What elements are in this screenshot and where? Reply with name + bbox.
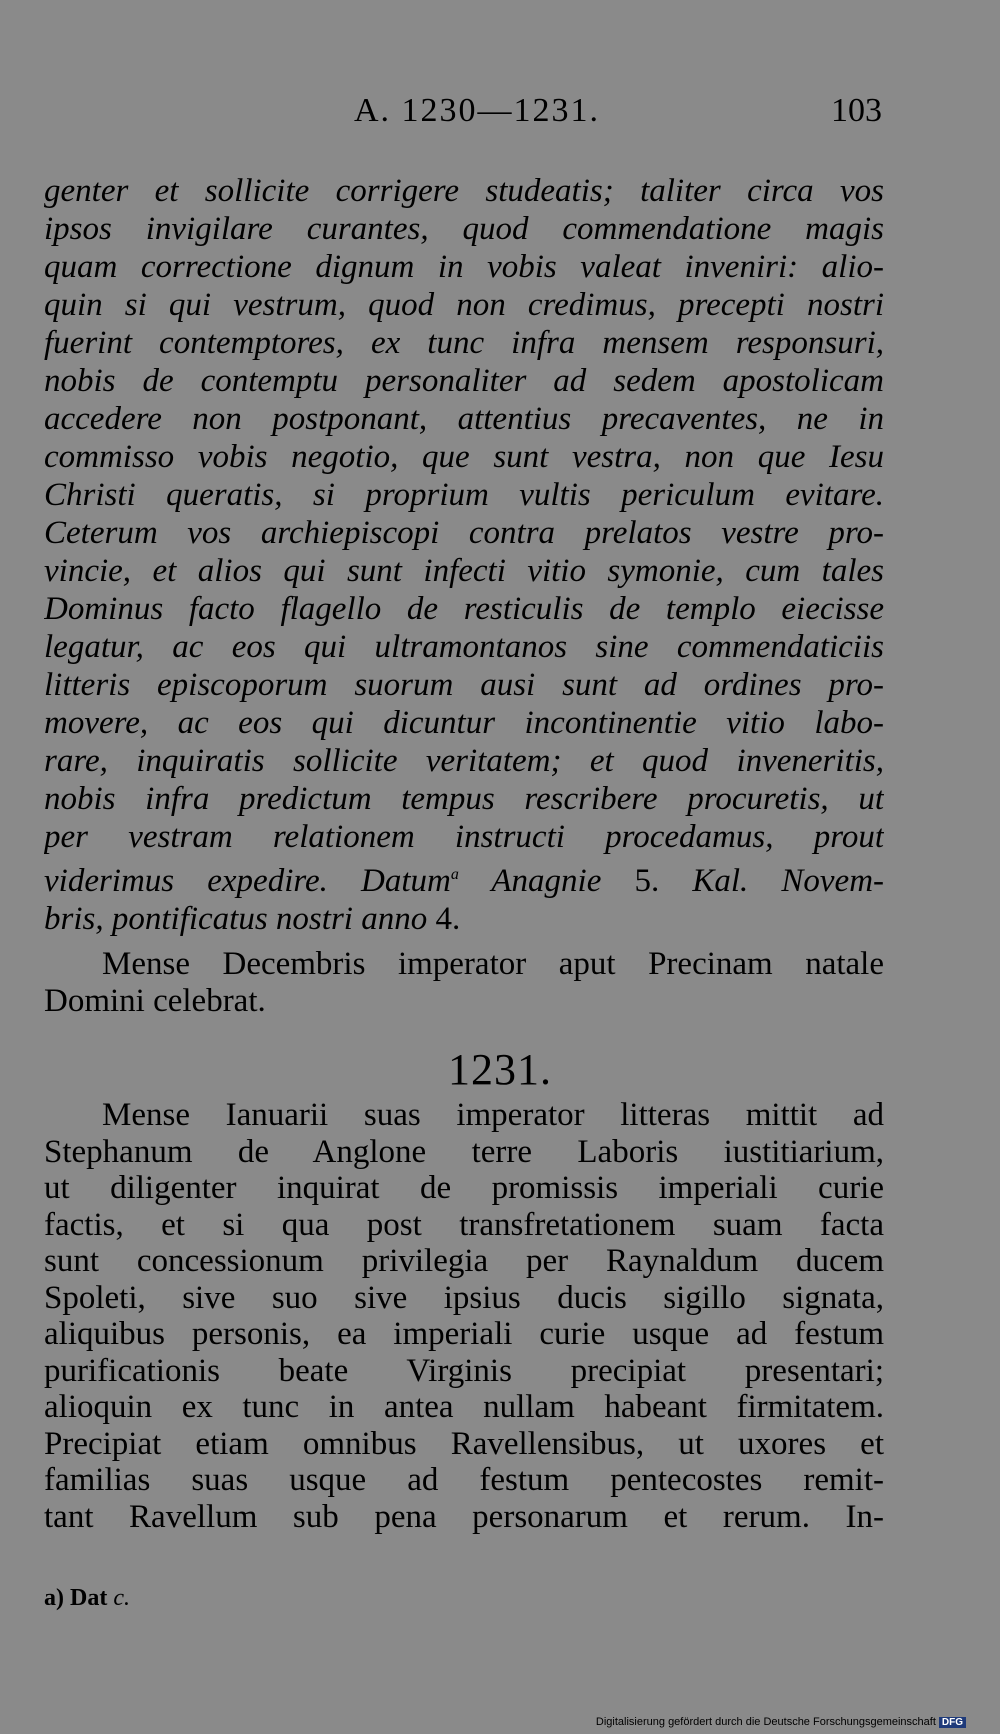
event-entry bbox=[44, 946, 884, 1020]
digitization-note: Digitalisierung gefördert durch die Deutsche Forschungsgemeinschaft bbox=[595, 1716, 936, 1728]
text-line: legatur, ac eos qui ultramontanos sine commendaticiis bbox=[44, 629, 884, 665]
text-line: Precipiat etiam omnibus Ravellensibus, ut uxores et bbox=[44, 1425, 884, 1462]
text-line: movere, ac eos qui dicuntur incontinentie vitio labo- bbox=[44, 705, 884, 741]
text-line: nobis de contemptu personaliter ad sedem apostolicam bbox=[44, 363, 884, 399]
text-line: Ceterum vos archiepiscopi contra prelatos vestre pro- bbox=[44, 515, 884, 551]
digitization-credit bbox=[596, 1716, 966, 1728]
text-line: familias suas usque ad festum pentecostes remit- bbox=[44, 1462, 884, 1498]
dfg-logo: DFG bbox=[939, 1717, 966, 1728]
text-line: aliquibus personis, ea imperiali curie usque ad festum bbox=[44, 1316, 884, 1352]
text-line: Stephanum de Anglone terre Laboris iustitiarium, bbox=[44, 1133, 884, 1170]
text-line: Dominus facto flagello de resticulis de templo eiecisse bbox=[44, 591, 884, 627]
running-head-title: A. 1230—1231. bbox=[354, 92, 601, 129]
last-text: bris, pontificatus nostri anno bbox=[44, 901, 428, 937]
main-paragraph bbox=[44, 1097, 884, 1535]
datum-text: viderimus expedire. Datum bbox=[44, 863, 451, 899]
text-line: Mense Decembris imperator aput Precinam natale bbox=[102, 946, 884, 982]
datum-month: Kal. Novem- bbox=[692, 863, 884, 899]
running-head bbox=[44, 92, 882, 136]
text-line: rare, inquiratis sollicite veritatem; et quod inveneritis, bbox=[44, 743, 884, 779]
text-line: ipsos invigilare curantes, quod commendatione magis bbox=[44, 211, 884, 247]
regnal-year: 4. bbox=[435, 901, 461, 937]
text-line: Spoleti, sive suo sive ipsius ducis sigillo signata, bbox=[44, 1279, 884, 1316]
letter-text bbox=[44, 172, 884, 938]
text-line: sunt concessionum privilegia per Raynaldum ducem bbox=[44, 1243, 884, 1279]
text-line: factis, et si qua post transfretationem suam facta bbox=[44, 1206, 884, 1243]
text-line: Mense Ianuarii suas imperator litteras mittit ad bbox=[102, 1097, 884, 1133]
page-number: 103 bbox=[831, 92, 882, 129]
text-line-last bbox=[44, 900, 884, 938]
text-line: Christi queratis, si proprium vultis periculum evitare. bbox=[44, 477, 884, 513]
text-line: alioquin ex tunc in antea nullam habeant firmitatem. bbox=[44, 1389, 884, 1425]
text-line: commisso vobis negotio, que sunt vestra, non que Iesu bbox=[44, 439, 884, 475]
text-line: purificationis beate Virginis precipiat presentari; bbox=[44, 1352, 884, 1389]
year-heading: 1231. bbox=[448, 1045, 552, 1094]
text-line: fuerint contemptores, ex tunc infra mensem responsuri, bbox=[44, 325, 884, 361]
text-line: litteris episcoporum suorum ausi sunt ad ordines pro- bbox=[44, 667, 884, 703]
text-line: tant Ravellum sub pena personarum et rerum. In- bbox=[44, 1498, 884, 1535]
text-line: per vestram relationem instructi procedamus, prout bbox=[44, 819, 884, 855]
text-line: accedere non postponant, attentius precaventes, ne in bbox=[44, 401, 884, 437]
text-line: vincie, et alios qui sunt infecti vitio symonie, cum tales bbox=[44, 553, 884, 589]
datum-day: 5. bbox=[634, 863, 660, 899]
footnote bbox=[44, 1585, 130, 1612]
footnote-text: Dat bbox=[70, 1585, 108, 1611]
text-line: ut diligenter inquirat de promissis imperiali curie bbox=[44, 1170, 884, 1206]
datum-place: Anagnie bbox=[491, 863, 602, 899]
text-line: Domini celebrat. bbox=[44, 983, 266, 1019]
text-line: quin si qui vestrum, quod non credimus, precepti nostri bbox=[44, 287, 884, 323]
text-line: nobis infra predictum tempus rescribere procuretis, ut bbox=[44, 781, 884, 817]
text-line: genter et sollicite corrigere studeatis; taliter circa vos bbox=[44, 173, 884, 209]
footnote-mark: a) bbox=[44, 1585, 64, 1611]
text-line: quam correctione dignum in vobis valeat inveniri: alio- bbox=[44, 249, 884, 285]
datum-line bbox=[44, 856, 884, 900]
footnote-ref: a bbox=[450, 866, 459, 883]
footnote-source: c. bbox=[113, 1585, 130, 1611]
